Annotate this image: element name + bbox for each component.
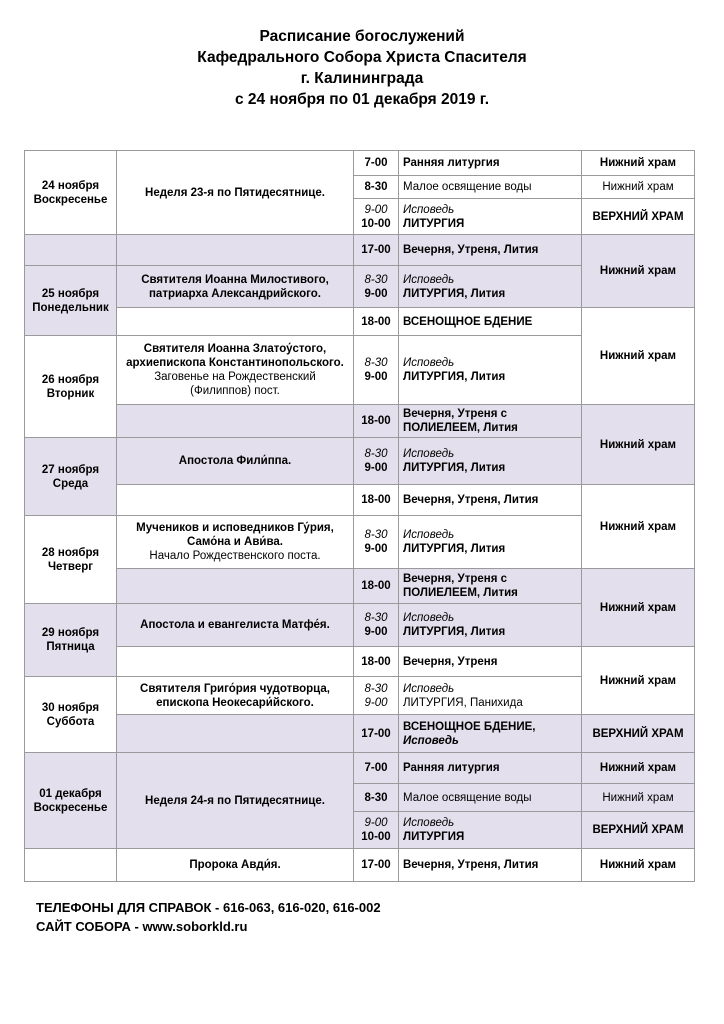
feast-label: епископа Неокесари́йского. bbox=[156, 696, 314, 709]
weekday-label: Суббота bbox=[46, 715, 95, 728]
service-label: Исповедь bbox=[403, 273, 455, 286]
time-label: 8-30 bbox=[364, 791, 388, 804]
date-label: 24 ноября bbox=[41, 179, 100, 192]
feast-cell bbox=[117, 336, 354, 405]
service-cell bbox=[399, 235, 582, 266]
service-label: Исповедь bbox=[403, 448, 455, 460]
service-cell bbox=[399, 308, 582, 336]
service-cell bbox=[399, 336, 582, 405]
time-cell bbox=[354, 784, 399, 812]
feast-cell bbox=[117, 647, 354, 677]
place-cell bbox=[582, 849, 695, 882]
time-cell bbox=[354, 647, 399, 677]
feast-cell bbox=[117, 569, 354, 604]
time-label: 8-30 bbox=[364, 181, 388, 193]
date-cell bbox=[25, 336, 117, 438]
feast-cell bbox=[117, 266, 354, 308]
date-label: 29 ноября bbox=[41, 627, 100, 639]
place-label: Нижний храм bbox=[599, 265, 677, 277]
place-cell bbox=[582, 812, 695, 849]
feast-label: Святителя Иоанна Златоу́стого, bbox=[143, 343, 327, 355]
time-label: 18-00 bbox=[361, 315, 391, 328]
table-row bbox=[25, 715, 695, 753]
place-cell bbox=[582, 199, 695, 235]
feast-cell bbox=[117, 308, 354, 336]
service-label: Исповедь bbox=[403, 734, 459, 747]
service-label: ЛИТУРГИЯ, Лития bbox=[403, 543, 506, 555]
feast-label: Неделя 24-я по Пятидесятнице. bbox=[145, 794, 325, 807]
place-cell bbox=[582, 569, 695, 647]
service-label: ЛИТУРГИЯ, Лития bbox=[403, 462, 506, 474]
phones-line: ТЕЛЕФОНЫ ДЛЯ СПРАВОК - 616-063, 616-020, 616-002 bbox=[36, 900, 381, 915]
time-label: 8-30 bbox=[364, 529, 388, 541]
place-label: Нижний храм bbox=[599, 350, 677, 362]
feast-cell bbox=[117, 438, 354, 485]
service-label: Малое освящение воды bbox=[403, 791, 532, 804]
table-row bbox=[25, 485, 695, 516]
feast-cell bbox=[117, 516, 354, 569]
time-label: 9-00 bbox=[364, 626, 388, 638]
feast-note: Заговенье на Рождественский bbox=[154, 371, 316, 383]
site-line: САЙТ СОБОРА - www.soborkld.ru bbox=[36, 919, 248, 934]
service-cell bbox=[399, 812, 582, 849]
time-label: 8-30 bbox=[364, 273, 388, 286]
service-label: ЛИТУРГИЯ, Лития bbox=[403, 371, 506, 383]
place-cell bbox=[582, 784, 695, 812]
time-cell bbox=[354, 569, 399, 604]
time-cell bbox=[354, 199, 399, 235]
service-cell bbox=[399, 176, 582, 199]
page-title bbox=[0, 26, 724, 110]
date-label: 01 декабря bbox=[39, 787, 102, 800]
weekday-label: Понедельник bbox=[32, 301, 109, 314]
feast-label: Апостола Фили́ппа. bbox=[178, 455, 292, 467]
service-cell bbox=[399, 753, 582, 784]
date-cell bbox=[25, 266, 117, 336]
service-label: Исповедь bbox=[403, 203, 455, 216]
time-cell bbox=[354, 715, 399, 753]
place-cell bbox=[582, 485, 695, 569]
feast-cell bbox=[117, 677, 354, 715]
time-cell bbox=[354, 176, 399, 199]
time-label: 9-00 bbox=[364, 462, 388, 474]
weekday-label: Вторник bbox=[46, 387, 95, 400]
time-label: 18-00 bbox=[361, 655, 391, 668]
time-label: 18-00 bbox=[361, 415, 391, 427]
feast-label: Мучеников и исповедников Гу́рия, bbox=[136, 522, 334, 534]
service-label: Вечерня, Утреня с bbox=[403, 573, 508, 585]
place-label: Нижний храм bbox=[599, 674, 677, 687]
place-cell bbox=[582, 715, 695, 753]
time-cell bbox=[354, 485, 399, 516]
feast-label: патриарха Александрийского. bbox=[148, 287, 321, 300]
place-label: ВЕРХНИЙ ХРАМ bbox=[592, 824, 684, 836]
title-line-4: с 24 ноября по 01 декабря 2019 г. bbox=[234, 91, 490, 108]
service-label: Вечерня, Утреня с bbox=[403, 408, 508, 420]
service-cell bbox=[399, 647, 582, 677]
time-label: 17-00 bbox=[361, 727, 391, 740]
service-label: Исповедь bbox=[403, 357, 455, 369]
service-cell bbox=[399, 604, 582, 647]
date-cell bbox=[25, 677, 117, 753]
time-label: 8-30 bbox=[364, 682, 388, 695]
service-label: Вечерня, Утреня, Лития bbox=[403, 494, 539, 506]
feast-cell bbox=[117, 151, 354, 235]
feast-cell bbox=[117, 235, 354, 266]
feast-label: Само́на и Ави́ва. bbox=[187, 536, 283, 548]
feast-cell bbox=[117, 715, 354, 753]
time-cell bbox=[354, 604, 399, 647]
service-label: Вечерня, Утреня, Лития bbox=[403, 859, 539, 871]
service-label: Исповедь bbox=[403, 612, 455, 624]
feast-cell bbox=[117, 849, 354, 882]
service-label: ЛИТУРГИЯ, Лития bbox=[403, 287, 506, 300]
table-row bbox=[25, 849, 695, 882]
place-label: ВЕРХНИЙ ХРАМ bbox=[592, 727, 684, 740]
title-line-3: г. Калининграда bbox=[300, 70, 424, 87]
date-cell bbox=[25, 151, 117, 235]
table-row bbox=[25, 308, 695, 336]
time-label: 9-00 bbox=[364, 371, 388, 383]
service-label: ЛИТУРГИЯ, Лития bbox=[403, 626, 506, 638]
time-label: 9-00 bbox=[364, 203, 388, 216]
weekday-label: Воскресенье bbox=[33, 193, 108, 206]
contacts-footer bbox=[36, 898, 381, 936]
service-cell bbox=[399, 266, 582, 308]
service-label: Вечерня, Утреня bbox=[403, 655, 498, 668]
schedule-table bbox=[24, 150, 695, 882]
place-label: Нижний храм bbox=[599, 762, 677, 774]
date-cell bbox=[25, 849, 117, 882]
date-cell bbox=[25, 604, 117, 677]
time-cell bbox=[354, 405, 399, 438]
table-row bbox=[25, 569, 695, 604]
time-label: 9-00 bbox=[364, 696, 388, 709]
weekday-label: Четверг bbox=[47, 560, 94, 573]
time-cell bbox=[354, 308, 399, 336]
time-label: 17-00 bbox=[361, 859, 391, 871]
service-cell bbox=[399, 849, 582, 882]
feast-cell bbox=[117, 405, 354, 438]
place-label: Нижний храм bbox=[602, 791, 674, 804]
service-cell bbox=[399, 516, 582, 569]
time-cell bbox=[354, 677, 399, 715]
time-cell bbox=[354, 266, 399, 308]
place-label: Нижний храм bbox=[599, 157, 677, 169]
place-label: Нижний храм bbox=[599, 438, 677, 451]
service-label: Ранняя литургия bbox=[403, 157, 500, 169]
place-label: Нижний храм bbox=[599, 859, 677, 871]
feast-note: Начало Рождественского поста. bbox=[149, 550, 321, 562]
weekday-label: Пятница bbox=[46, 641, 95, 653]
time-cell bbox=[354, 235, 399, 266]
date-label: 28 ноября bbox=[41, 546, 100, 559]
date-cell bbox=[25, 235, 117, 266]
time-label: 9-00 bbox=[364, 287, 388, 300]
feast-cell bbox=[117, 485, 354, 516]
title-line-1: Расписание богослужений bbox=[259, 28, 465, 45]
date-cell bbox=[25, 753, 117, 849]
table-row bbox=[25, 647, 695, 677]
time-cell bbox=[354, 812, 399, 849]
service-label: ВСЕНОЩНОЕ БДЕНИЕ bbox=[403, 315, 533, 328]
time-cell bbox=[354, 151, 399, 176]
place-label: Нижний храм bbox=[602, 181, 674, 193]
weekday-label: Среда bbox=[52, 477, 89, 490]
place-label: ВЕРХНИЙ ХРАМ bbox=[592, 210, 684, 223]
time-label: 8-30 bbox=[364, 357, 388, 369]
place-cell bbox=[582, 308, 695, 405]
place-cell bbox=[582, 235, 695, 308]
place-cell bbox=[582, 176, 695, 199]
title-line-2: Кафедрального Собора Христа Спасителя bbox=[197, 49, 527, 66]
service-label: Вечерня, Утреня, Лития bbox=[403, 244, 539, 256]
feast-label: Пророка Авди́я. bbox=[189, 859, 281, 871]
time-label: 18-00 bbox=[361, 580, 391, 592]
feast-cell bbox=[117, 753, 354, 849]
service-cell bbox=[399, 438, 582, 485]
service-label: Ранняя литургия bbox=[403, 762, 500, 774]
feast-label: Святителя Григо́рия чудотворца, bbox=[140, 682, 330, 695]
place-cell bbox=[582, 151, 695, 176]
date-label: 30 ноября bbox=[41, 701, 100, 714]
feast-note: (Филиппов) пост. bbox=[190, 385, 280, 397]
place-cell bbox=[582, 647, 695, 715]
date-cell bbox=[25, 438, 117, 516]
service-cell bbox=[399, 405, 582, 438]
feast-label: Апостола и евангелиста Матфе́я. bbox=[140, 619, 330, 631]
service-label: ПОЛИЕЛЕЕМ, Лития bbox=[403, 587, 518, 599]
service-cell bbox=[399, 677, 582, 715]
feast-label: Святителя Иоанна Милостивого, bbox=[141, 273, 329, 286]
date-label: 25 ноября bbox=[41, 287, 100, 300]
date-label: 26 ноября bbox=[41, 373, 100, 386]
date-cell bbox=[25, 516, 117, 604]
service-cell bbox=[399, 199, 582, 235]
time-label: 9-00 bbox=[364, 817, 388, 829]
service-label: Исповедь bbox=[403, 817, 455, 829]
feast-cell bbox=[117, 604, 354, 647]
time-label: 18-00 bbox=[361, 494, 391, 506]
date-label: 27 ноября bbox=[41, 463, 100, 476]
table-row bbox=[25, 151, 695, 176]
service-cell bbox=[399, 151, 582, 176]
time-label: 17-00 bbox=[361, 244, 391, 256]
service-label: Малое освящение воды bbox=[403, 181, 532, 193]
time-label: 10-00 bbox=[361, 217, 391, 230]
time-label: 10-00 bbox=[361, 831, 391, 843]
time-label: 8-30 bbox=[364, 448, 388, 460]
time-cell bbox=[354, 438, 399, 485]
service-label: ВСЕНОЩНОЕ БДЕНИЕ, bbox=[403, 720, 536, 733]
time-label: 7-00 bbox=[364, 762, 388, 774]
service-cell bbox=[399, 715, 582, 753]
time-cell bbox=[354, 849, 399, 882]
place-label: Нижний храм bbox=[599, 520, 677, 533]
place-cell bbox=[582, 753, 695, 784]
place-label: Нижний храм bbox=[599, 601, 677, 614]
service-label: ЛИТУРГИЯ, Панихида bbox=[403, 696, 523, 709]
time-cell bbox=[354, 336, 399, 405]
time-label: 9-00 bbox=[364, 543, 388, 555]
time-label: 8-30 bbox=[364, 612, 388, 624]
service-label: ПОЛИЕЛЕЕМ, Лития bbox=[403, 422, 518, 434]
time-cell bbox=[354, 753, 399, 784]
service-label: Исповедь bbox=[403, 529, 455, 541]
time-label: 7-00 bbox=[364, 157, 388, 169]
service-label: Исповедь bbox=[403, 682, 455, 695]
service-cell bbox=[399, 569, 582, 604]
service-cell bbox=[399, 784, 582, 812]
feast-label: архиепископа Константинопольского. bbox=[126, 357, 344, 369]
place-cell bbox=[582, 405, 695, 485]
service-label: ЛИТУРГИЯ bbox=[403, 831, 465, 843]
table-row bbox=[25, 235, 695, 266]
service-cell bbox=[399, 485, 582, 516]
feast-label: Неделя 23-я по Пятидесятнице. bbox=[145, 186, 325, 199]
table-row bbox=[25, 405, 695, 438]
weekday-label: Воскресенье bbox=[33, 801, 108, 814]
time-cell bbox=[354, 516, 399, 569]
service-label: ЛИТУРГИЯ bbox=[403, 217, 465, 230]
table-row bbox=[25, 753, 695, 784]
